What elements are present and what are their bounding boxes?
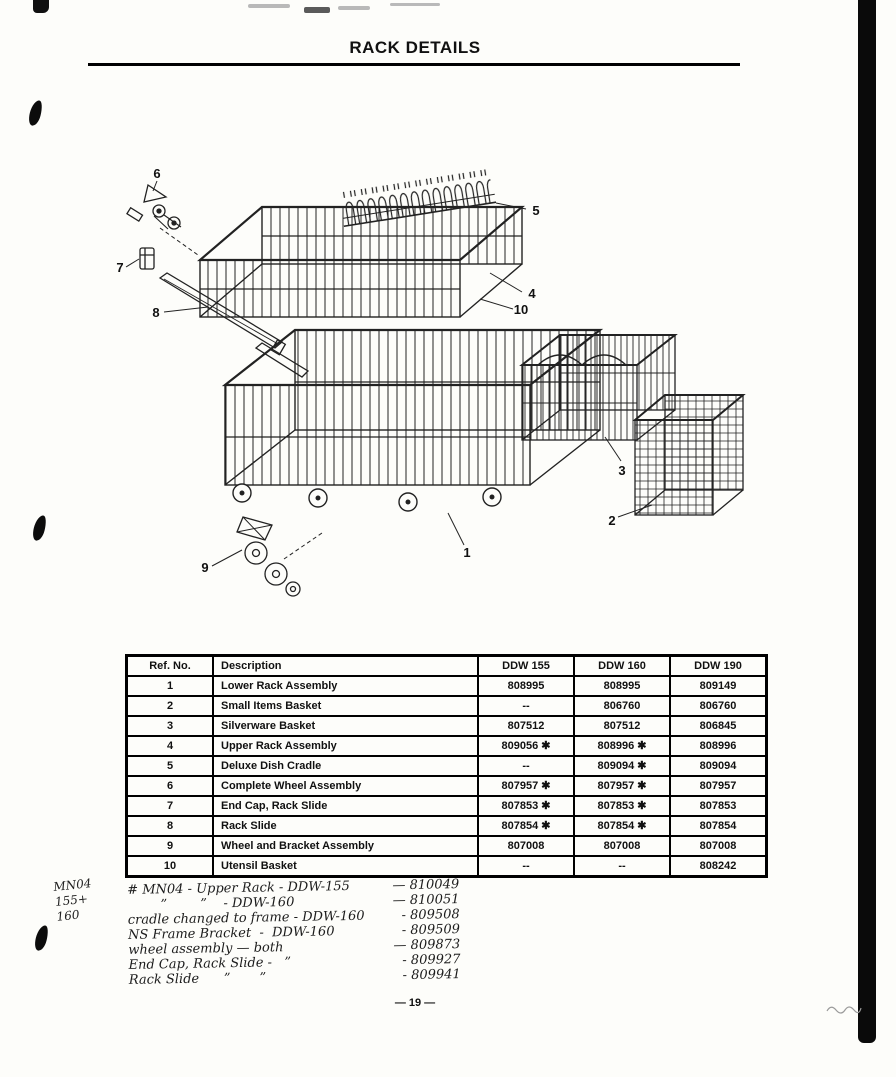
table-row — [127, 716, 767, 736]
callout-9: 9 — [201, 560, 209, 575]
cell-m155: 808995 — [478, 676, 574, 696]
cell-ref: 10 — [127, 856, 214, 877]
handwritten-number: - 809509 — [401, 922, 461, 939]
cell-desc: Deluxe Dish Cradle — [213, 756, 478, 776]
cell-m160: -- — [574, 856, 670, 877]
cell-m160: 808995 — [574, 676, 670, 696]
cell-desc: Upper Rack Assembly — [213, 736, 478, 756]
scan-artifact-smudge — [248, 4, 290, 8]
cell-ref: 5 — [127, 756, 214, 776]
cell-ref: 7 — [127, 796, 214, 816]
scan-artifact-punch-mark — [33, 924, 50, 952]
handwritten-number: — 809873 — [393, 937, 461, 954]
callout-4: 4 — [528, 286, 536, 301]
table-row — [127, 736, 767, 756]
cell-m160: 807512 — [574, 716, 670, 736]
header-ddw160: DDW 160 — [574, 656, 670, 677]
parts-table-section — [125, 654, 768, 878]
handwritten-number: — 810051 — [392, 892, 460, 909]
cell-ref: 2 — [127, 696, 214, 716]
handwritten-number: — 810049 — [392, 877, 460, 894]
cell-m155: -- — [478, 696, 574, 716]
header-description: Description — [213, 656, 478, 677]
cell-ref: 4 — [127, 736, 214, 756]
cell-m160: 807008 — [574, 836, 670, 856]
header-ddw155: DDW 155 — [478, 656, 574, 677]
table-row — [127, 696, 767, 716]
scan-artifact-right-bar — [858, 0, 876, 1043]
cell-m160: 808996 ✱ — [574, 736, 670, 756]
cell-ref: 1 — [127, 676, 214, 696]
cell-m155: 807008 — [478, 836, 574, 856]
parts-table-head — [127, 656, 767, 677]
parts-table-body — [127, 676, 767, 877]
handwritten-label: cradle changed to frame - DDW-160 — [127, 908, 365, 928]
cell-desc: Silverware Basket — [213, 716, 478, 736]
header-ref-no: Ref. No. — [127, 656, 214, 677]
table-row — [127, 856, 767, 877]
scan-artifact-corner-mark — [33, 0, 49, 13]
scan-artifact-smudge — [390, 3, 440, 6]
scan-artifact-smudge — [304, 7, 330, 13]
cell-m190: 807854 — [670, 816, 767, 836]
cell-desc: End Cap, Rack Slide — [213, 796, 478, 816]
margin-note-line: 160 — [55, 907, 81, 924]
table-row — [127, 836, 767, 856]
margin-note — [53, 876, 96, 925]
callout-8: 8 — [152, 305, 160, 320]
callout-7: 7 — [116, 260, 124, 275]
handwritten-label: wheel assembly — both — [128, 940, 284, 958]
handwritten-number: - 809941 — [402, 967, 461, 984]
cell-m190: 806760 — [670, 696, 767, 716]
cell-desc: Wheel and Bracket Assembly — [213, 836, 478, 856]
table-row — [127, 776, 767, 796]
cell-m155: -- — [478, 756, 574, 776]
cell-m155: 807512 — [478, 716, 574, 736]
scan-artifact-punch-mark — [31, 514, 48, 542]
handwritten-label: ” ” - DDW-160 — [127, 894, 295, 913]
handwritten-label: NS Frame Bracket - DDW-160 — [127, 924, 335, 943]
scan-artifact-punch-mark — [27, 99, 44, 127]
callout-5: 5 — [532, 203, 540, 218]
cell-m160: 809094 ✱ — [574, 756, 670, 776]
cell-ref: 3 — [127, 716, 214, 736]
callout-2: 2 — [608, 513, 616, 528]
cell-m155: 809056 ✱ — [478, 736, 574, 756]
cell-m190: 807008 — [670, 836, 767, 856]
handwritten-number: - 809927 — [402, 952, 461, 969]
callout-10: 10 — [513, 302, 529, 317]
handwritten-notes — [127, 877, 461, 988]
cell-m160: 807957 ✱ — [574, 776, 670, 796]
table-row — [127, 796, 767, 816]
cell-desc: Utensil Basket — [213, 856, 478, 877]
cell-m190: 809149 — [670, 676, 767, 696]
header-row — [127, 656, 767, 677]
cell-desc: Complete Wheel Assembly — [213, 776, 478, 796]
small-items-basket-drawing — [635, 395, 743, 515]
handwritten-number: - 809508 — [401, 907, 460, 924]
margin-note-line: MN04 — [52, 876, 93, 895]
wheel-bracket-assembly-drawing — [237, 517, 322, 596]
cell-m160: 806760 — [574, 696, 670, 716]
cell-m190: 806845 — [670, 716, 767, 736]
end-cap-drawing — [140, 248, 154, 269]
page-title: RACK DETAILS — [349, 38, 481, 57]
callout-1: 1 — [463, 545, 471, 560]
cell-m190: 809094 — [670, 756, 767, 776]
diagram-area — [60, 85, 820, 650]
cell-ref: 6 — [127, 776, 214, 796]
cell-m155: 807957 ✱ — [478, 776, 574, 796]
cell-desc: Small Items Basket — [213, 696, 478, 716]
cell-desc: Lower Rack Assembly — [213, 676, 478, 696]
table-row — [127, 816, 767, 836]
handwritten-label: # MN04 - Upper Rack - DDW-155 — [127, 879, 351, 898]
cell-m190: 807853 — [670, 796, 767, 816]
handwritten-label: Rack Slide ” ” — [128, 970, 267, 988]
cell-ref: 9 — [127, 836, 214, 856]
cell-ref: 8 — [127, 816, 214, 836]
wheel-assembly-drawing — [127, 185, 181, 229]
exploded-parts-diagram — [60, 85, 820, 650]
handwritten-label: End Cap, Rack Slide - ” — [128, 955, 292, 973]
table-row — [127, 676, 767, 696]
scan-artifact-squiggle — [826, 1002, 862, 1016]
title-rule — [88, 63, 740, 66]
scan-artifact-smudge — [338, 6, 370, 10]
cell-m160: 807854 ✱ — [574, 816, 670, 836]
parts-table — [125, 654, 768, 878]
header-ddw190: DDW 190 — [670, 656, 767, 677]
callout-6: 6 — [153, 166, 161, 181]
page-number: — 19 — — [394, 997, 436, 1009]
cell-m155: 807853 ✱ — [478, 796, 574, 816]
cell-m155: 807854 ✱ — [478, 816, 574, 836]
upper-rack-drawing — [200, 207, 522, 317]
margin-note-line: 155+ — [54, 891, 89, 909]
table-row — [127, 756, 767, 776]
cell-m190: 808996 — [670, 736, 767, 756]
cell-m190: 808242 — [670, 856, 767, 877]
callout-3: 3 — [618, 463, 626, 478]
cell-m155: -- — [478, 856, 574, 877]
cell-m190: 807957 — [670, 776, 767, 796]
cell-m160: 807853 ✱ — [574, 796, 670, 816]
cell-desc: Rack Slide — [213, 816, 478, 836]
